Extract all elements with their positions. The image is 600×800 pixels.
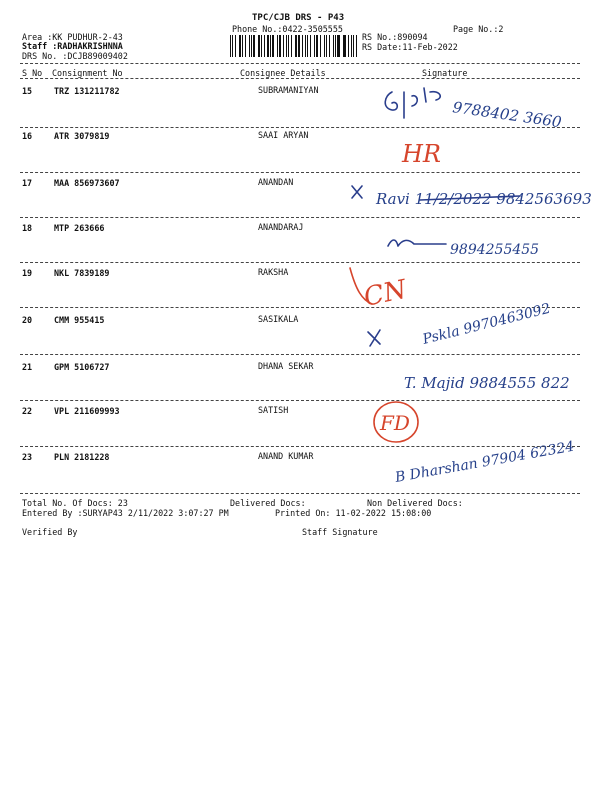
barcode-bar <box>353 35 354 57</box>
row-consignee-name: ANAND KUMAR <box>258 451 314 461</box>
handwritten-phone: 9894255455 <box>450 242 540 258</box>
barcode-bar <box>251 35 252 57</box>
page-number: Page No.:2 <box>453 24 504 34</box>
barcode-bar <box>335 35 336 57</box>
barcode-bar <box>356 35 357 57</box>
handwritten-signature: B Dharshan 97904 62324 <box>393 438 576 486</box>
column-header-consignee: Consignee Details <box>240 68 326 78</box>
row-consignment-no: NKL 7839189 <box>54 268 110 278</box>
handwritten-mark: FD <box>380 411 410 435</box>
barcode-bar <box>261 35 262 57</box>
barcode-bar <box>302 35 303 57</box>
header-divider <box>20 63 580 64</box>
row-consignment-no: ATR 3079819 <box>54 131 110 141</box>
barcode-bar <box>324 35 325 57</box>
row-sno: 20 <box>22 315 33 325</box>
row-divider <box>20 446 580 447</box>
staff-label: Staff :RADHAKRISHNNA <box>22 41 123 51</box>
barcode-bar <box>320 35 321 57</box>
row-sno: 23 <box>22 452 33 462</box>
barcode-bar <box>343 35 344 57</box>
staff-signature: Staff Signature <box>302 527 378 537</box>
delivered-docs: Delivered Docs: <box>230 498 306 508</box>
row-consignment-no: PLN 2181228 <box>54 452 110 462</box>
row-consignment-no: CMM 955415 <box>54 315 105 325</box>
handwritten-mark: CN <box>361 274 410 313</box>
barcode-bar <box>329 35 330 57</box>
row-consignment-no: MTP 263666 <box>54 223 105 233</box>
row-consignee-name: DHANA SEKAR <box>258 361 314 371</box>
drs-number: DRS No. :DCJB89009402 <box>22 51 128 61</box>
barcode-bar <box>316 35 318 57</box>
barcode-bar <box>245 35 246 57</box>
row-divider <box>20 172 580 173</box>
area-label: Area :KK PUDHUR-2-43 <box>22 32 123 42</box>
barcode-bar <box>344 35 345 57</box>
barcode-bar <box>305 35 306 57</box>
barcode-bar <box>351 35 352 57</box>
row-sno: 21 <box>22 362 33 372</box>
row-sno: 19 <box>22 268 33 278</box>
column-header-signature: Signature <box>422 68 468 78</box>
signature-row-16 <box>401 140 441 168</box>
barcode-bar <box>258 35 260 57</box>
barcode-bar <box>283 35 284 57</box>
barcode-bar <box>239 35 241 57</box>
row-consignee-name: SUBRAMANIYAN <box>258 85 319 95</box>
row-sno: 17 <box>22 178 33 188</box>
signature-row-17 <box>352 186 592 208</box>
barcode-bar <box>314 35 315 57</box>
row-sno: 18 <box>22 223 33 233</box>
barcode-bar <box>307 35 308 57</box>
signature-row-21 <box>404 374 570 392</box>
barcode-bar <box>242 35 243 57</box>
non-delivered-docs: Non Delivered Docs: <box>367 498 463 508</box>
row-divider <box>20 262 580 263</box>
footer-divider <box>20 493 580 494</box>
barcode-bar <box>279 35 280 57</box>
barcode-bar <box>337 35 339 57</box>
row-divider <box>20 354 580 355</box>
rs-number: RS No.:890094 <box>362 32 428 42</box>
signature-row-18 <box>388 240 539 258</box>
row-divider <box>20 217 580 218</box>
barcode-bar <box>291 35 292 57</box>
barcode-bar <box>288 35 289 57</box>
column-header-consignment: Consignment No <box>52 68 123 78</box>
row-divider <box>20 307 580 308</box>
row-consignee-name: ANANDAN <box>258 177 294 187</box>
barcode-bar <box>267 35 268 57</box>
barcode-bar <box>230 35 231 57</box>
row-consignment-no: MAA 856973607 <box>54 178 120 188</box>
barcode-bar <box>272 35 274 57</box>
barcode-bar <box>286 35 287 57</box>
total-docs: Total No. Of Docs: 23 <box>22 498 128 508</box>
barcode-bar <box>253 35 254 57</box>
row-sno: 15 <box>22 86 33 96</box>
handwritten-phone: 9788402 3660 <box>451 98 563 132</box>
row-divider <box>20 127 580 128</box>
row-consignee-name: RAKSHA <box>258 267 289 277</box>
barcode-bar <box>326 35 327 57</box>
row-sno: 22 <box>22 406 33 416</box>
rs-date: RS Date:11-Feb-2022 <box>362 42 458 52</box>
row-consignee-name: SASIKALA <box>258 314 299 324</box>
signature-row-22 <box>374 402 418 442</box>
barcode-bar <box>249 35 250 57</box>
barcode-bar <box>264 35 265 57</box>
row-consignment-no: TRZ 131211782 <box>54 86 120 96</box>
barcode-bar <box>333 35 334 57</box>
barcode-bar <box>295 35 297 57</box>
signature-row-15 <box>385 88 563 131</box>
phone-number: Phone No.:0422-3505555 <box>232 24 343 34</box>
row-consignment-no: GPM 5106727 <box>54 362 110 372</box>
column-header-sno: S No <box>22 68 43 78</box>
handwritten-initials: HR <box>402 140 441 168</box>
handwritten-signature: Ravi 11/2/2022 9842563693 <box>376 190 592 208</box>
barcode-bar <box>298 35 299 57</box>
row-sno: 16 <box>22 131 33 141</box>
row-divider <box>20 400 580 401</box>
barcode-bar <box>235 35 236 57</box>
barcode-bar <box>310 35 311 57</box>
entered-by: Entered By :SURYAP43 2/11/2022 3:07:27 PM <box>22 508 229 518</box>
row-consignee-name: ANANDARAJ <box>258 222 304 232</box>
verified-by: Verified By <box>22 527 78 537</box>
barcode-bar <box>348 35 349 57</box>
printed-on: Printed On: 11-02-2022 15:08:00 <box>275 508 432 518</box>
barcode <box>230 35 360 57</box>
row-consignee-name: SAAI ARYAN <box>258 130 309 140</box>
row-consignee-name: SATISH <box>258 405 289 415</box>
barcode-bar <box>232 35 233 57</box>
document-title: TPC/CJB DRS - P43 <box>252 13 345 23</box>
handwritten-signature: Pskla 9970463092 <box>421 300 553 348</box>
row-consignment-no: VPL 211609993 <box>54 406 120 416</box>
barcode-bar <box>270 35 271 57</box>
column-header-divider <box>20 78 580 79</box>
handwritten-signature: T. Majid 9884555 822 <box>404 374 570 392</box>
barcode-bar <box>277 35 278 57</box>
